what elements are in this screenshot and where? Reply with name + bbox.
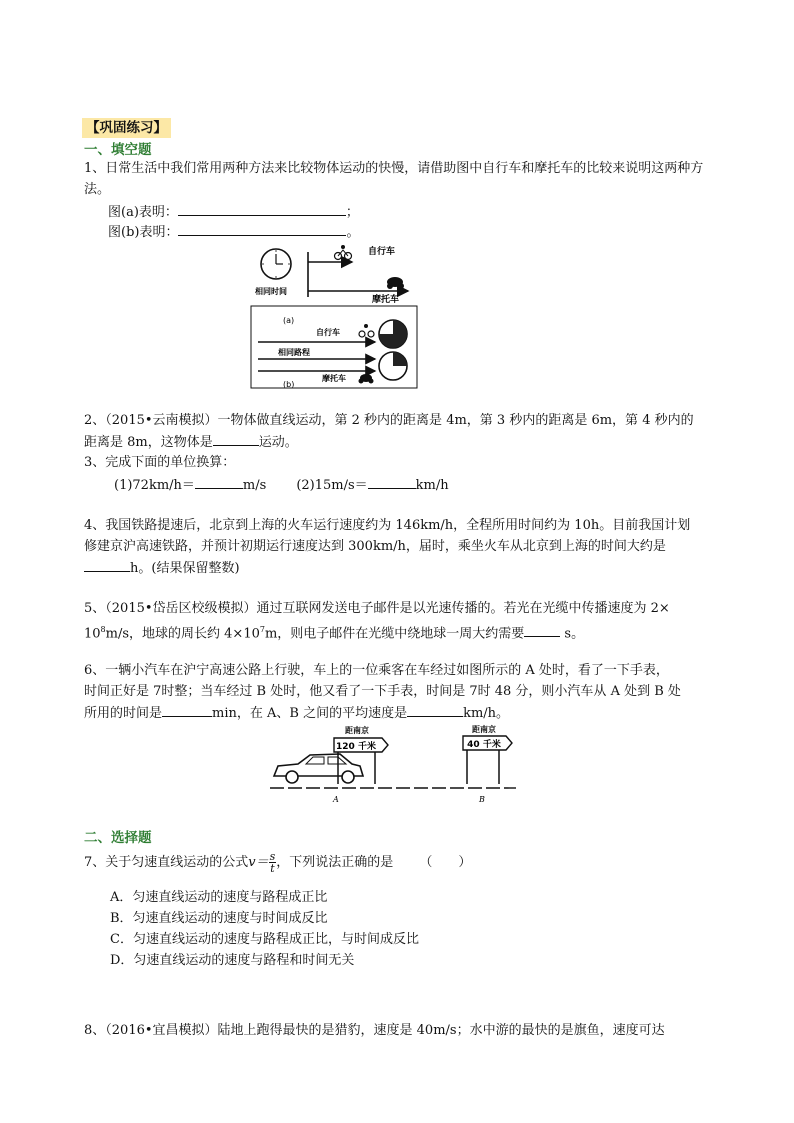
line-b-label: 图(b)表明： xyxy=(108,225,179,240)
question-4-line-3 xyxy=(84,557,714,579)
answer-blank-q3b[interactable] xyxy=(368,474,416,489)
q5-base-1: 10 xyxy=(84,626,101,642)
line-b-end: 。 xyxy=(346,225,360,240)
question-8-text: 8、（2016•宜昌模拟）陆地上跑得最快的是猎豹，速度是 40m/s；水中游的最快的是旗鱼，速度可达 xyxy=(84,1023,665,1038)
formula-denominator: t xyxy=(270,862,275,875)
question-3-text: 3、完成下面的单位换算： xyxy=(84,455,236,470)
road-sign-b xyxy=(463,724,512,784)
q3-unit-a: m/s xyxy=(242,478,267,493)
option-b[interactable]: B．匀速直线运动的速度与时间成反比 xyxy=(110,911,328,926)
section-choice-heading: 二、选择题 xyxy=(84,830,152,846)
clock-icon xyxy=(379,320,407,348)
motorcycle-icon xyxy=(387,277,404,289)
sign-b-heading: 距南京 xyxy=(472,725,496,734)
question-5-line-2 xyxy=(84,619,714,644)
q6-text-c: km/h。 xyxy=(463,706,510,721)
section-title: 【巩固练习】 xyxy=(82,118,171,138)
sign-a-distance: 120 千米 xyxy=(336,742,376,752)
bicycle-icon xyxy=(335,245,352,260)
formula-numerator: s xyxy=(269,850,276,863)
answer-blank-q2[interactable] xyxy=(213,431,259,446)
question-1-line-a xyxy=(108,201,738,223)
question-6-line-1: 6、一辆小汽车在沪宁高速公路上行驶，车上的一位乘客在车经过如图所示的 A 处时，看了一下手表， xyxy=(84,663,669,678)
moto-label-a: 摩托车 xyxy=(372,295,400,305)
same-time-label: 相同时间 xyxy=(255,287,287,296)
q7-text-after: ，下列说法正确的是 xyxy=(276,855,394,870)
moto-label-b: 摩托车 xyxy=(322,374,346,383)
motorcycle-icon xyxy=(359,374,374,384)
clock-icon xyxy=(261,249,291,279)
q6-text-a: 所用的时间是 xyxy=(84,706,163,721)
section-fill-heading: 一、填空题 xyxy=(84,142,152,158)
answer-blank-q5[interactable] xyxy=(524,622,560,637)
question-6-line-3 xyxy=(84,702,714,724)
clock-icon xyxy=(379,352,407,380)
question-6-line-2: 时间正好是 7时整；当车经过 B 处时，他又看了一下手表，时间是 7时 48 分，则小汽车从 A 处到 B 处 xyxy=(84,684,681,699)
q2-text: 距离是 8m，这物体是 xyxy=(84,435,213,450)
option-c[interactable]: C．匀速直线运动的速度与路程成正比，与时间成反比 xyxy=(110,932,419,947)
answer-blank-q6-time[interactable] xyxy=(162,702,212,717)
answer-blank-q3a[interactable] xyxy=(195,474,243,489)
q2-text-end: 运动。 xyxy=(258,435,298,450)
car-icon xyxy=(274,754,363,783)
bike-label-b: 自行车 xyxy=(316,328,340,337)
answer-blank-q4[interactable] xyxy=(84,557,130,572)
line-a-end: ； xyxy=(345,205,359,220)
q7-text: 7、关于匀速直线运动的公式 xyxy=(84,855,249,870)
q3-unit-b: km/h xyxy=(415,478,449,493)
bicycle-icon xyxy=(359,324,374,337)
question-2-line-2 xyxy=(84,431,714,453)
answer-blank-b[interactable] xyxy=(178,221,346,236)
question-1-line-b xyxy=(108,221,738,243)
q7-formula-v: v＝ xyxy=(248,855,269,870)
q5-exponent-1: 8 xyxy=(100,625,106,634)
question-1-text: 1、日常生活中我们常用两种方法来比较物体运动的快慢，请借助图中自行车和摩托车的比较来说明这两种方法。 xyxy=(84,161,704,197)
q3-item-a: (1)72km/h＝ xyxy=(114,478,195,493)
bike-motorcycle-figure xyxy=(250,242,420,390)
figure-a-label: (a) xyxy=(283,316,295,325)
option-d[interactable]: D．匀速直线运动的速度与路程和时间无关 xyxy=(110,953,355,968)
q5-exponent-2: 7 xyxy=(259,625,265,634)
option-a[interactable]: A．匀速直线运动的速度与路程成正比 xyxy=(110,890,328,905)
line-a-label: 图(a)表明： xyxy=(108,205,178,220)
question-4-line-1: 4、我国铁路提速后，北京到上海的火车运行速度约为 146km/h，全程所用时间约为 10h。目前我国计划 xyxy=(84,518,691,533)
question-2-line-1: 2、（2015•云南模拟）一物体做直线运动，第 2 秒内的距离是 4m，第 3 秒内的距离是 6m，第 4 秒内的 xyxy=(84,413,694,428)
answer-blank-q6-speed[interactable] xyxy=(407,702,463,717)
point-b-label: B xyxy=(479,795,485,804)
answer-blank-a[interactable] xyxy=(178,201,346,216)
q5-text-end: s。 xyxy=(560,626,585,642)
answer-paren-q7[interactable]: （ ） xyxy=(419,855,472,870)
question-3-items xyxy=(114,474,744,496)
question-7-text xyxy=(84,850,714,876)
q5-base-2: m/s，地球的周长约 4×10 xyxy=(105,626,260,642)
q5-text: m，则电子邮件在光缆中绕地球一周大约需要 xyxy=(264,626,525,642)
q6-text-b: min，在 A、B 之间的平均速度是 xyxy=(212,706,408,721)
q4-text-end: h。(结果保留整数) xyxy=(130,561,240,576)
question-4-line-2: 修建京沪高速铁路，并预计初期运行速度达到 300km/h，届时，乘坐火车从北京到上海的时间大约是 xyxy=(84,539,666,554)
sign-a-heading: 距南京 xyxy=(345,726,369,735)
highway-sign-figure xyxy=(268,724,523,808)
question-5-line-1: 5、（2015•岱岳区校级模拟）通过互联网发送电子邮件是以光速传播的。若光在光缆中传播速度为 2× xyxy=(84,601,670,616)
sign-b-distance: 40 千米 xyxy=(467,740,501,750)
point-a-label: A xyxy=(333,795,339,804)
same-distance-label: 相同路程 xyxy=(278,348,310,357)
bike-label-a: 自行车 xyxy=(368,247,396,257)
q3-item-b: (2)15m/s＝ xyxy=(296,478,368,493)
figure-b-label: (b) xyxy=(283,380,295,389)
